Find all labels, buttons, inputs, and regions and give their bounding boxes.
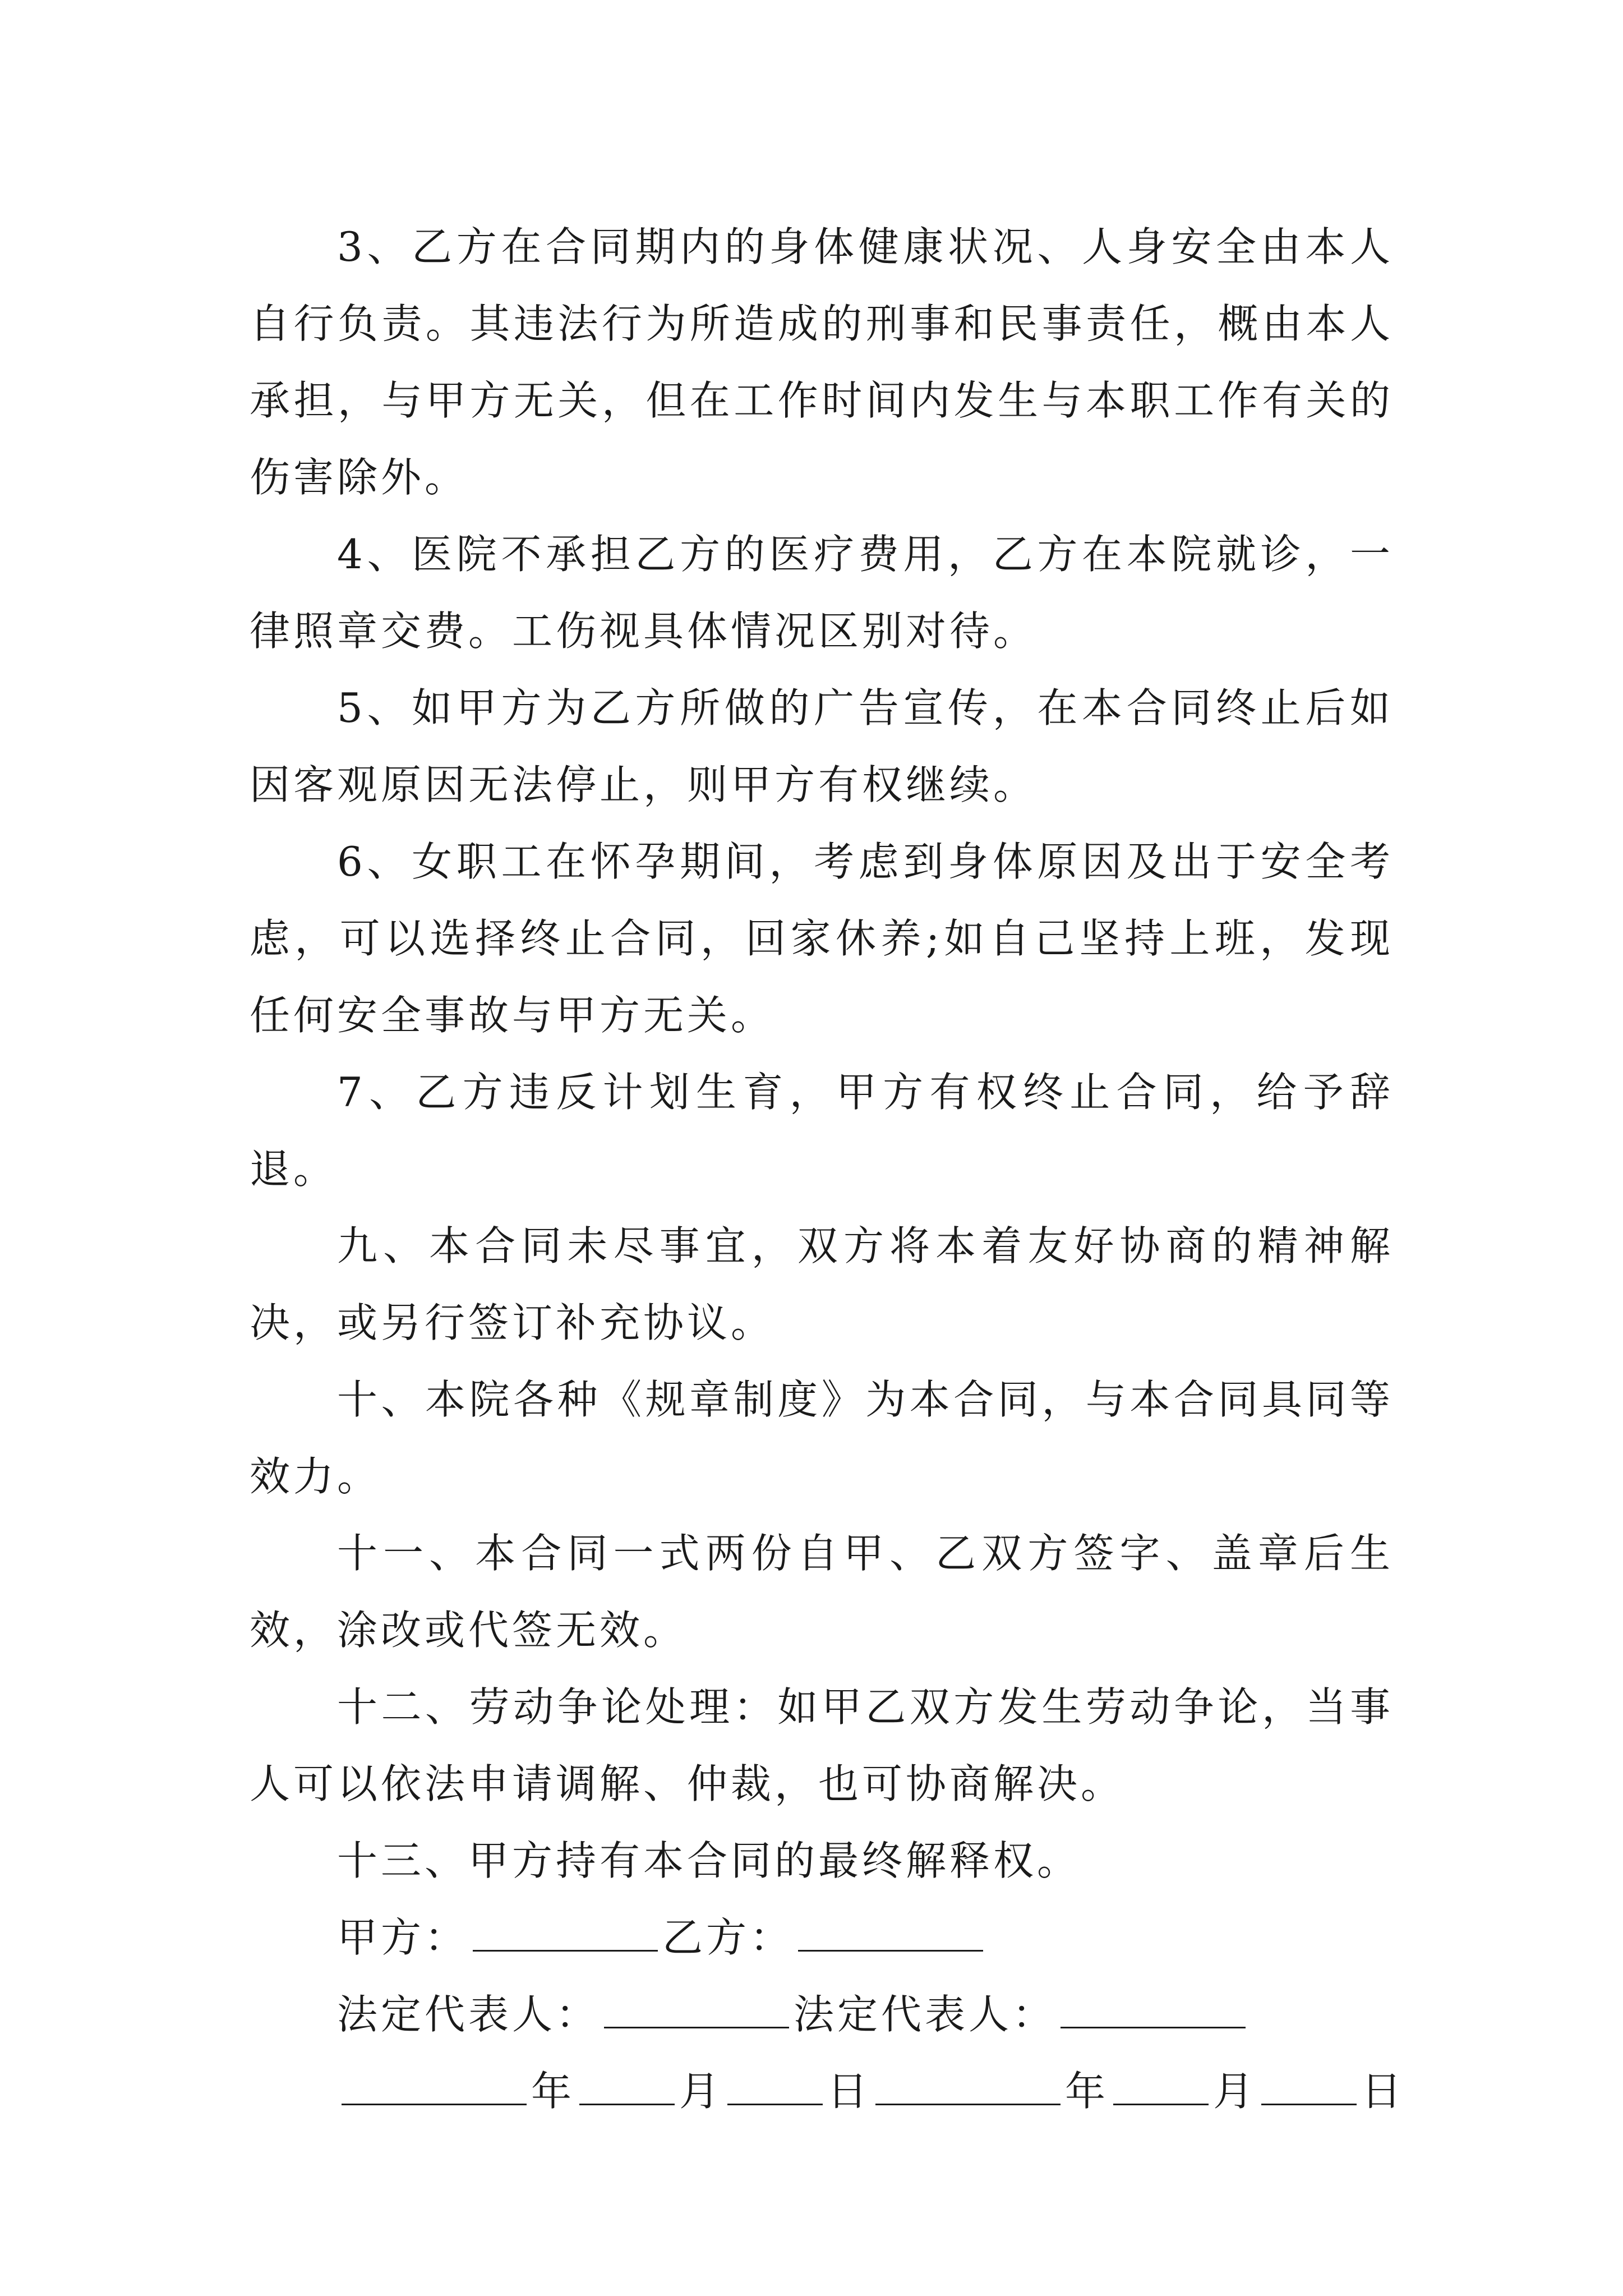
article-10: 十、本院各种《规章制度》为本合同，与本合同具同等效力。 (250, 1376, 1394, 1500)
article-9: 九、本合同未尽事宜，双方将本着友好协商的精神解决，或另行签订补充协议。 (250, 1222, 1394, 1346)
party-b-blank[interactable] (798, 1916, 983, 1952)
clause-5: 5、如甲方为乙方所做的广告宣传，在本合同终止后如因客观原因无法停止，则甲方有权继续。 (250, 684, 1394, 808)
article-11: 十一、本合同一式两份自甲、乙双方签字、盖章后生效，涂改或代签无效。 (250, 1530, 1394, 1654)
date-a-day-blank[interactable] (727, 2070, 823, 2105)
date-a-month-label: 月 (679, 2068, 723, 2115)
date-b-year-label: 年 (1065, 2068, 1109, 2115)
party-a-blank[interactable] (473, 1916, 658, 1952)
date-a-month-blank[interactable] (579, 2070, 675, 2105)
party-a-label: 甲方： (337, 1914, 469, 1961)
party-signature-row (250, 1899, 1394, 1976)
date-a-year-blank[interactable] (342, 2070, 527, 2105)
article-12: 十二、劳动争论处理：如甲乙双方发生劳动争论，当事人可以依法申请调解、仲裁，也可协商解决。 (250, 1683, 1394, 1807)
party-b-label: 乙方： (662, 1914, 794, 1961)
clause-3: 3、乙方在合同期内的身体健康状况、人身安全由本人自行负责。其违法行为所造成的刑事和民事责任，概由本人承担，与甲方无关，但在工作时间内发生与本职工作有关的伤害除外。 (250, 223, 1394, 501)
date-b-year-blank[interactable] (875, 2070, 1061, 2105)
contract-body (250, 209, 1405, 2130)
date-a-day-label: 日 (827, 2068, 872, 2115)
date-b-day-label: 日 (1361, 2068, 1405, 2115)
date-row (250, 2053, 1405, 2130)
rep-a-blank[interactable] (604, 1993, 789, 2028)
rep-a-label: 法定代表人： (337, 1991, 600, 2038)
representative-row (250, 1976, 1394, 2053)
clause-6: 6、女职工在怀孕期间，考虑到身体原因及出于安全考虑，可以选择终止合同，回家休养;如自己坚持上班，发现任何安全事故与甲方无关。 (250, 838, 1394, 1039)
date-b-month-label: 月 (1213, 2068, 1257, 2115)
rep-b-blank[interactable] (1061, 1993, 1246, 2028)
article-13: 十三、甲方持有本合同的最终解释权。 (337, 1837, 1081, 1884)
date-b-day-blank[interactable] (1261, 2070, 1357, 2105)
rep-b-label: 法定代表人： (794, 1991, 1057, 2038)
date-b-month-blank[interactable] (1113, 2070, 1209, 2105)
clause-7: 7、乙方违反计划生育，甲方有权终止合同，给予辞退。 (250, 1069, 1394, 1193)
clause-4: 4、医院不承担乙方的医疗费用，乙方在本院就诊，一律照章交费。工伤视具体情况区别对待。 (250, 531, 1394, 655)
date-a-year-label: 年 (531, 2068, 575, 2115)
